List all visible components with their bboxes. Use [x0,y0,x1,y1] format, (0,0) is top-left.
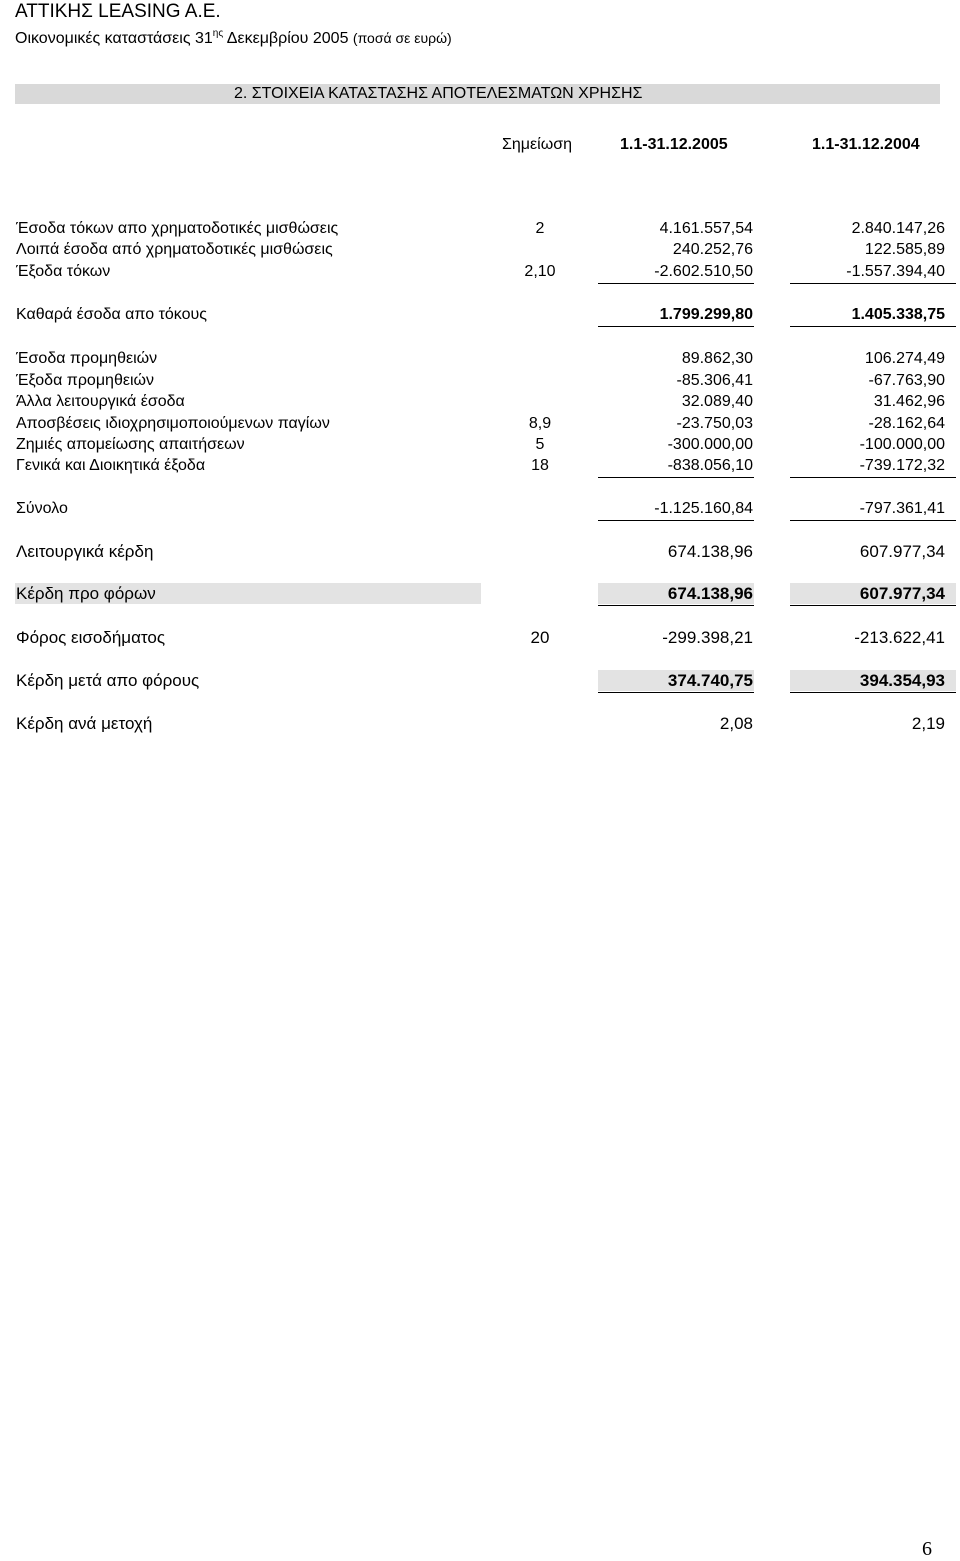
column-header-note: Σημείωση [502,136,572,153]
row-value-2005: -838.056,10 [667,457,753,474]
statement-row-subtotal [0,304,960,326]
statement-row-eps [0,713,960,735]
underline-2004 [790,605,956,606]
statement-row [0,261,960,283]
row-value-2005: 674.138,96 [667,584,753,603]
row-value-2005: 4.161.557,54 [659,220,753,237]
row-label: Κέρδη προ φόρων [16,584,156,603]
row-label: Έσοδα τόκων απο χρηματοδοτικές μισθώσεις [16,220,339,237]
document-subtitle [15,24,452,49]
underline-2005 [598,477,754,478]
statement-row-net [0,670,960,692]
row-value-2005: -300.000,00 [667,436,753,453]
row-value-2004: 2,19 [911,714,945,733]
row-note: 18 [531,457,549,474]
statement-row-pretax [0,583,960,605]
row-value-2004: 2.840.147,26 [851,220,945,237]
company-name: ΑΤΤΙΚΗΣ LEASING A.E. [15,1,221,22]
row-value-2005: 32.089,40 [681,393,753,410]
underline-2005 [598,692,754,693]
row-note: 2,10 [524,263,556,280]
row-label: Λοιπά έσοδα από χρηματοδοτικές μισθώσεις [16,241,333,258]
row-label: Σύνολο [16,500,68,517]
statement-row [0,434,960,456]
statement-row [0,541,960,563]
row-label: Έσοδα προμηθειών [16,350,158,367]
row-note: 5 [535,436,545,453]
row-value-2005: 89.862,30 [681,350,753,367]
row-label: Φόρος εισοδήματος [16,628,166,647]
row-note: 8,9 [528,415,552,432]
row-label: Άλλα λειτουργικά έσοδα [16,393,185,410]
row-value-2005: -85.306,41 [676,372,753,389]
underline-2004 [790,283,956,284]
underline-2004 [790,692,956,693]
statement-row [0,627,960,649]
page-number: 6 [922,1538,932,1560]
row-value-2004: 31.462,96 [873,393,945,410]
statement-row [0,348,960,370]
statement-row [0,239,960,261]
statement-row [0,455,960,477]
row-label: Καθαρά έσοδα απο τόκους [16,306,207,323]
underline-2004 [790,477,956,478]
row-value-2004: 607.977,34 [859,542,945,561]
section-title: 2. ΣΤΟΙΧΕΙΑ ΚΑΤΑΣΤΑΣΗΣ ΑΠΟΤΕΛΕΣΜΑΤΩΝ ΧΡΗΣΗΣ [234,85,643,102]
row-label: Κέρδη μετά απο φόρους [16,671,200,690]
row-value-2005: -299.398,21 [662,628,753,647]
row-value-2004: 607.977,34 [859,584,945,603]
statement-row-total [0,498,960,520]
row-value-2005: 240.252,76 [672,241,753,258]
row-value-2004: -213.622,41 [854,628,945,647]
row-value-2004: 122.585,89 [864,241,945,258]
row-value-2004: 1.405.338,75 [851,306,945,323]
row-value-2004: -67.763,90 [868,372,945,389]
subtitle-date: Δεκεμβρίου 2005 [223,30,353,47]
statement-row [0,413,960,435]
row-label: Έξοδα προμηθειών [16,372,155,389]
row-value-2004: -797.361,41 [859,500,945,517]
row-label: Λειτουργικά κέρδη [16,542,154,561]
row-label: Γενικά και Διοικητικά έξοδα [16,457,206,474]
subtitle-text: Οικονομικές καταστάσεις 31 [15,30,213,47]
statement-row [0,391,960,413]
row-value-2004: -739.172,32 [859,457,945,474]
row-value-2005: -23.750,03 [676,415,753,432]
row-note: 2 [535,220,545,237]
underline-2005 [598,326,754,327]
row-value-2004: 394.354,93 [859,671,945,690]
row-value-2004: -28.162,64 [868,415,945,432]
underline-2004 [790,520,956,521]
row-value-2005: 674.138,96 [667,542,753,561]
row-label: Αποσβέσεις ιδιοχρησιμοποιούμενων παγίων [16,415,330,432]
row-note: 20 [530,628,550,647]
row-value-2005: -2.602.510,50 [654,263,753,280]
subtitle-currency-note: (ποσά σε ευρώ) [352,30,452,46]
row-label: Κέρδη ανά μετοχή [16,714,153,733]
row-label: Ζημιές απομείωσης απαιτήσεων [16,436,245,453]
statement-row [0,218,960,240]
underline-2005 [598,605,754,606]
row-value-2005: 2,08 [719,714,753,733]
subtitle-superscript: ης [212,28,224,39]
row-value-2005: 1.799.299,80 [659,306,753,323]
underline-2005 [598,283,754,284]
row-label: Έξοδα τόκων [16,263,111,280]
row-value-2005: 374.740,75 [667,671,753,690]
underline-2004 [790,326,956,327]
column-header-2005: 1.1-31.12.2005 [620,136,728,153]
row-value-2004: -1.557.394,40 [846,263,945,280]
row-value-2004: -100.000,00 [859,436,945,453]
underline-2005 [598,520,754,521]
column-header-2004: 1.1-31.12.2004 [812,136,920,153]
row-value-2004: 106.274,49 [864,350,945,367]
statement-row [0,370,960,392]
row-value-2005: -1.125.160,84 [654,500,753,517]
